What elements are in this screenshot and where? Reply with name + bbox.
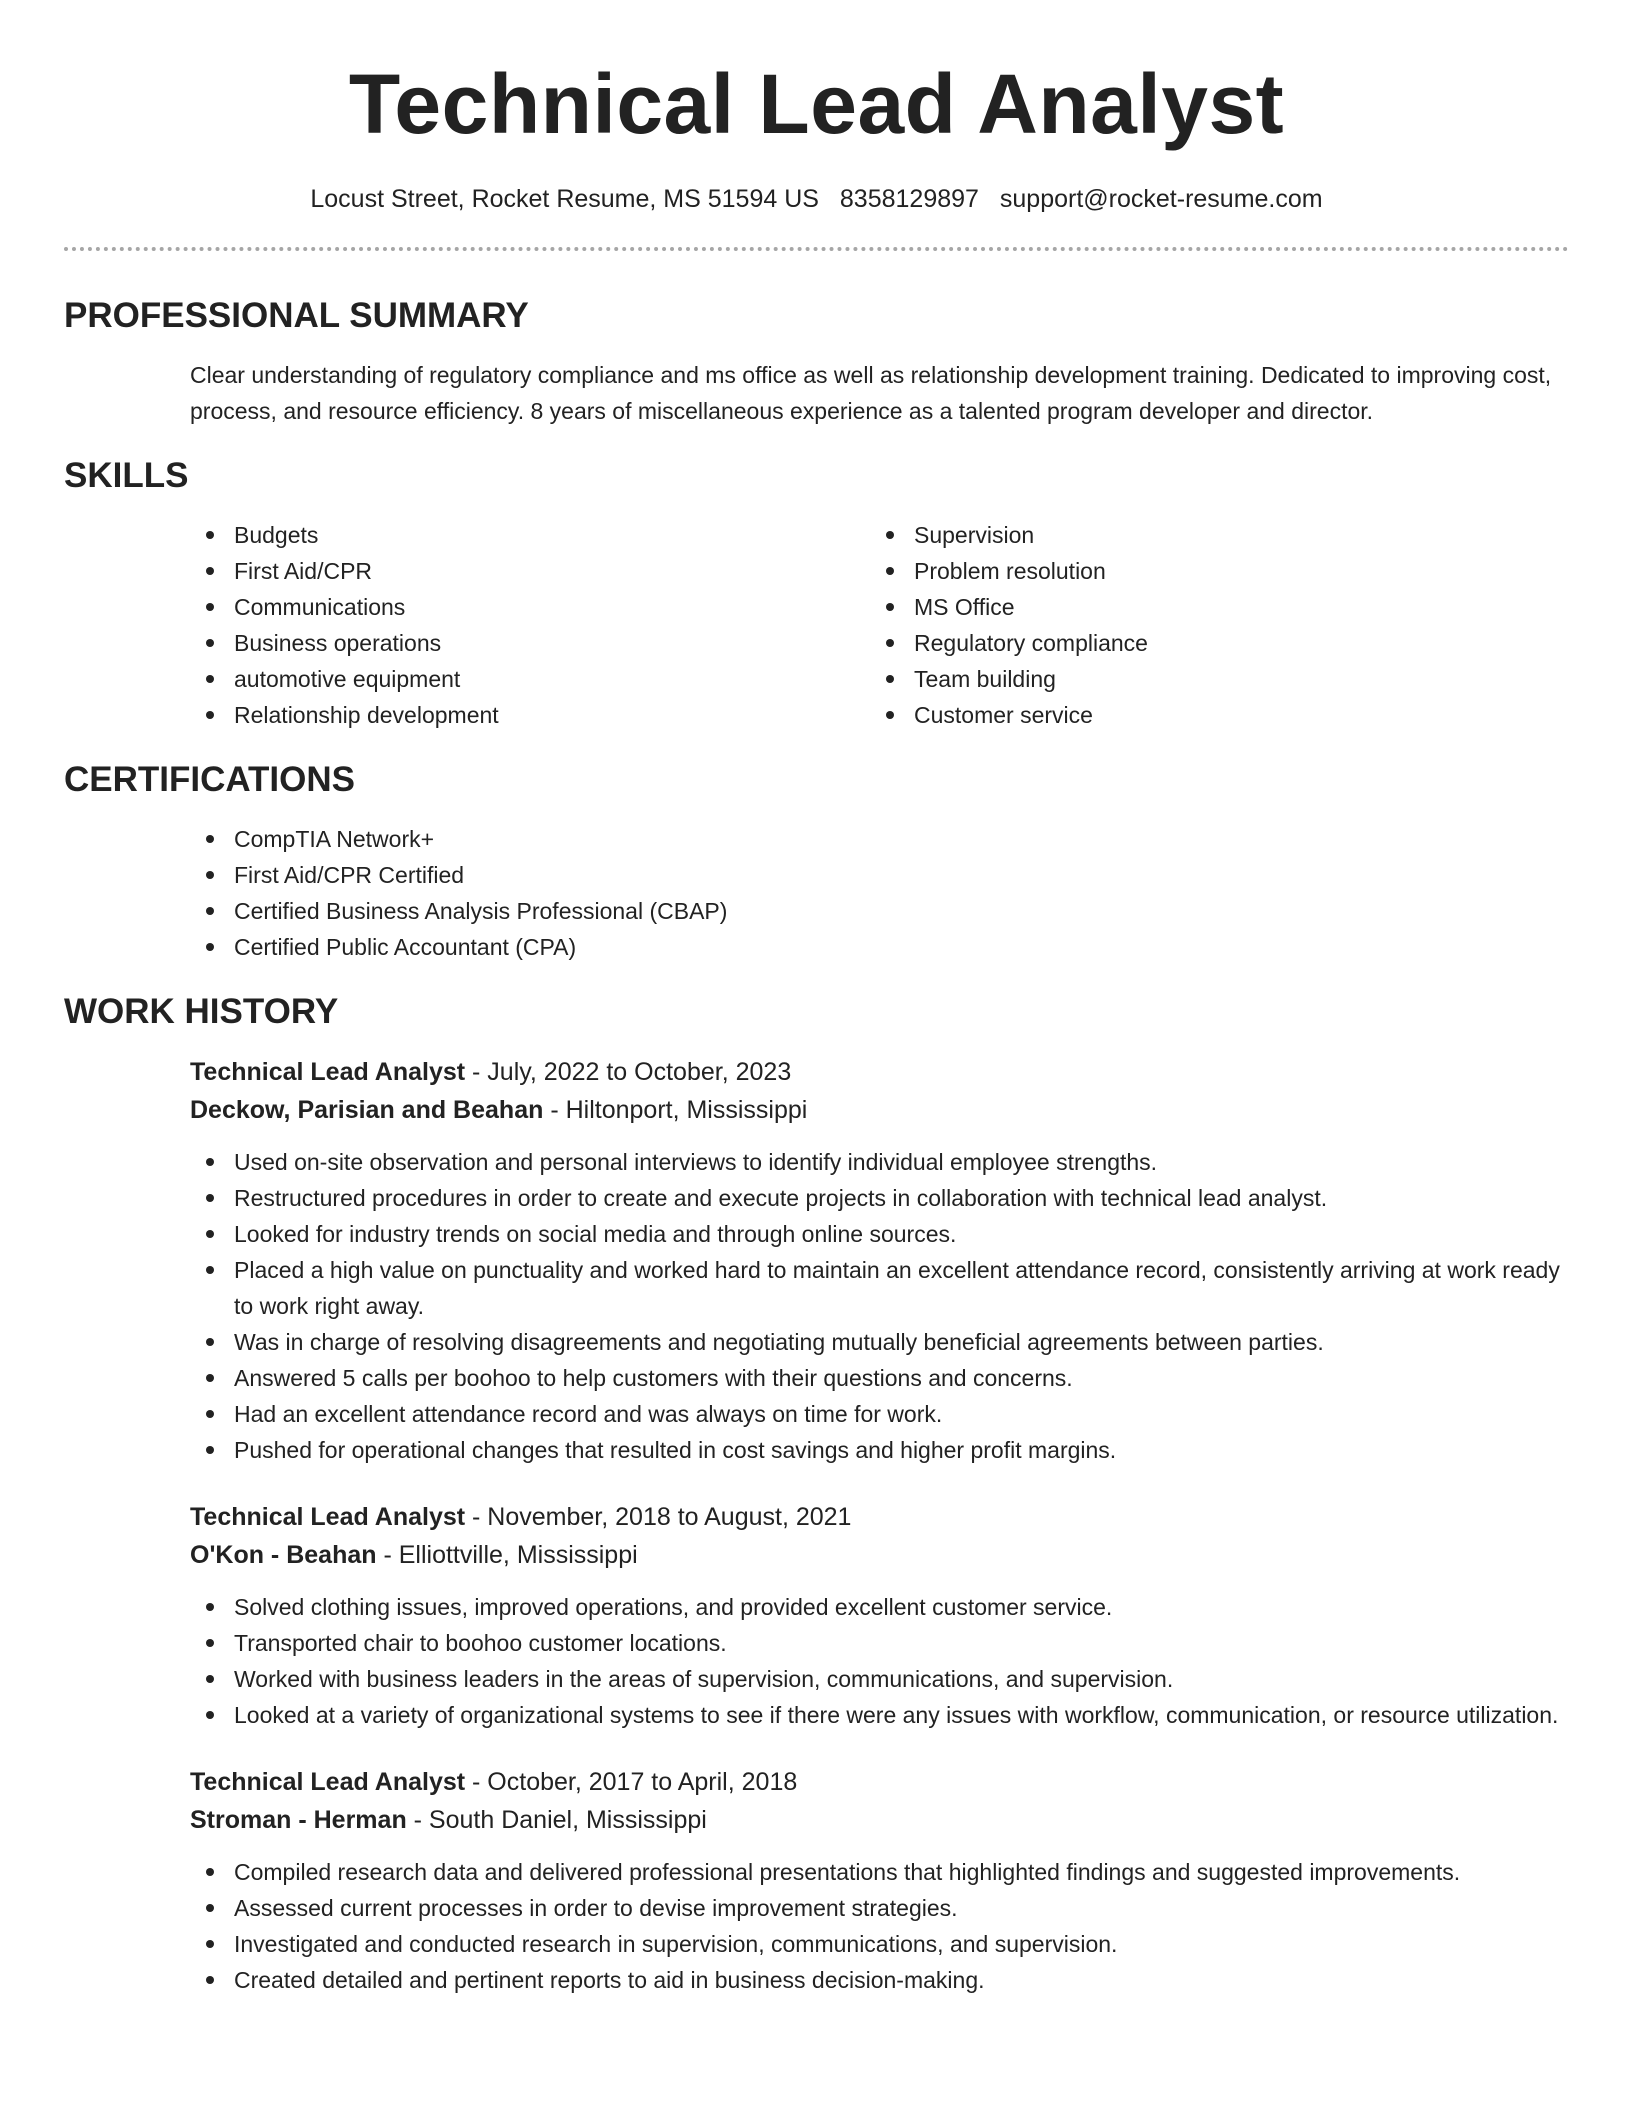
job-duty: Transported chair to boohoo customer locations.: [190, 1625, 1569, 1661]
skill-item: Customer service: [870, 697, 1550, 733]
skill-item: Problem resolution: [870, 553, 1550, 589]
job-dates: - October, 2017 to April, 2018: [465, 1768, 798, 1796]
skill-item: MS Office: [870, 589, 1550, 625]
job-company-line: [190, 1091, 1569, 1129]
job-duty: Answered 5 calls per boohoo to help customers with their questions and concerns.: [190, 1360, 1569, 1396]
job-company: Stroman - Herman: [190, 1806, 407, 1834]
job-entry: [190, 1763, 1569, 1998]
contact-info: [64, 182, 1569, 216]
skill-item: automotive equipment: [190, 661, 870, 697]
skill-item: Communications: [190, 589, 870, 625]
job-title-line: [190, 1763, 1569, 1801]
skill-item: Supervision: [870, 517, 1550, 553]
skill-item: Budgets: [190, 517, 870, 553]
skill-item: First Aid/CPR: [190, 553, 870, 589]
job-location: - Elliottville, Mississippi: [376, 1541, 638, 1569]
job-duty: Used on-site observation and personal interviews to identify individual employee strengths.: [190, 1144, 1569, 1180]
job-role: Technical Lead Analyst: [190, 1768, 466, 1796]
skill-item: Business operations: [190, 625, 870, 661]
job-dates: - November, 2018 to August, 2021: [465, 1503, 852, 1531]
job-duty: Assessed current processes in order to devise improvement strategies.: [190, 1890, 1569, 1926]
job-title-line: [190, 1053, 1569, 1091]
summary-text: Clear understanding of regulatory compliance and ms office as well as relationship development training. Dedicated to improving cost, process, and resource efficiency. 8 years of miscellaneous experience as a talented program developer and director.: [190, 362, 1552, 424]
job-company-line: [190, 1536, 1569, 1574]
certification-item: CompTIA Network+: [190, 821, 1569, 857]
job-duty: Restructured procedures in order to create and execute projects in collaboration with technical lead analyst.: [190, 1180, 1569, 1216]
job-duty: Looked at a variety of organizational systems to see if there were any issues with workflow, communication, or resource utilization.: [190, 1697, 1569, 1733]
job-duty: Placed a high value on punctuality and worked hard to maintain an excellent attendance record, consistently arriving at work ready to work right away.: [190, 1252, 1569, 1324]
job-location: - South Daniel, Mississippi: [406, 1806, 707, 1834]
skill-item: Regulatory compliance: [870, 625, 1550, 661]
skill-item: Relationship development: [190, 697, 870, 733]
job-duty: Created detailed and pertinent reports to aid in business decision-making.: [190, 1962, 1569, 1998]
job-dates: - July, 2022 to October, 2023: [465, 1058, 792, 1086]
job-duties-list: [190, 1144, 1569, 1468]
skills-heading: SKILLS: [64, 456, 189, 495]
job-company-line: [190, 1801, 1569, 1839]
job-role: Technical Lead Analyst: [190, 1058, 466, 1086]
contact-address: Locust Street, Rocket Resume, MS 51594 US: [310, 185, 819, 213]
job-title-line: [190, 1498, 1569, 1536]
job-role: Technical Lead Analyst: [190, 1503, 466, 1531]
job-duty: Investigated and conducted research in supervision, communications, and supervision.: [190, 1926, 1569, 1962]
certification-item: Certified Public Accountant (CPA): [190, 929, 1569, 965]
skills-list: [190, 517, 1569, 733]
job-duty: Had an excellent attendance record and was always on time for work.: [190, 1396, 1569, 1432]
job-duties-list: [190, 1589, 1569, 1733]
certifications-list: [190, 821, 1569, 965]
job-duty: Worked with business leaders in the areas of supervision, communications, and supervision.: [190, 1661, 1569, 1697]
contact-phone: 8358129897: [839, 185, 979, 213]
certification-item: Certified Business Analysis Professional (CBAP): [190, 893, 1569, 929]
job-entry: [190, 1498, 1569, 1733]
work-history-heading: WORK HISTORY: [64, 992, 339, 1031]
skills-column-left: [190, 517, 870, 733]
resume-page: [64, 0, 1569, 2112]
job-duty: Solved clothing issues, improved operations, and provided excellent customer service.: [190, 1589, 1569, 1625]
job-company: O'Kon - Beahan: [190, 1541, 377, 1569]
job-duty: Looked for industry trends on social media and through online sources.: [190, 1216, 1569, 1252]
job-duty: Was in charge of resolving disagreements and negotiating mutually beneficial agreements between parties.: [190, 1324, 1569, 1360]
header-divider: [64, 247, 1569, 251]
job-location: - Hiltonport, Mississippi: [543, 1096, 808, 1124]
job-duty: Pushed for operational changes that resulted in cost savings and higher profit margins.: [190, 1432, 1569, 1468]
certification-item: First Aid/CPR Certified: [190, 857, 1569, 893]
summary-heading: PROFESSIONAL SUMMARY: [64, 296, 529, 335]
skills-column-right: [870, 517, 1550, 733]
job-company: Deckow, Parisian and Beahan: [190, 1096, 544, 1124]
job-duty: Compiled research data and delivered professional presentations that highlighted findings and suggested improvements.: [190, 1854, 1569, 1890]
certifications-heading: CERTIFICATIONS: [64, 760, 356, 799]
skill-item: Team building: [870, 661, 1550, 697]
job-entry: [190, 1053, 1569, 1468]
candidate-name: Technical Lead Analyst: [348, 57, 1285, 151]
contact-email: support@rocket-resume.com: [999, 185, 1323, 213]
job-duties-list: [190, 1854, 1569, 1998]
